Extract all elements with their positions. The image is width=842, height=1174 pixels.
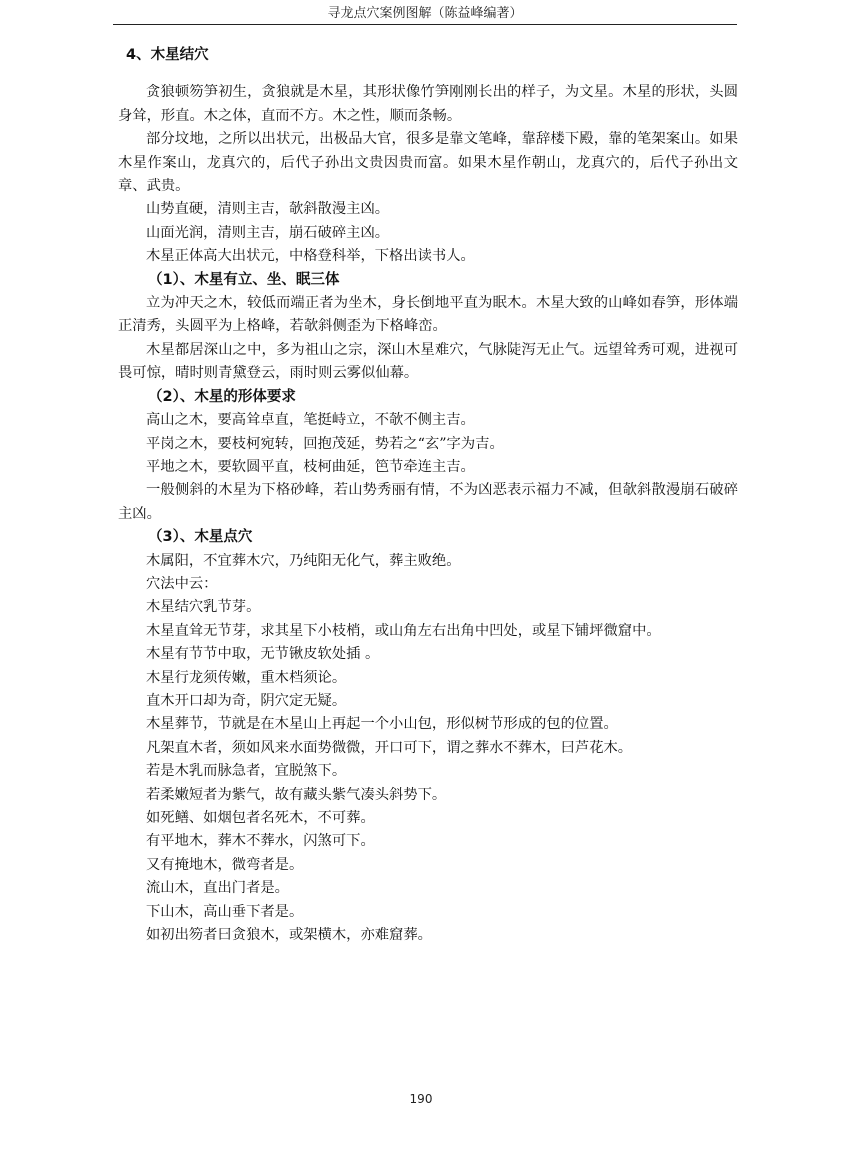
paragraph: 凡架直木者，须如风来水面势微微，开口可下，谓之葬水不葬木，曰芦花木。: [146, 739, 633, 756]
paragraph: 流山木，直出门者是。: [146, 880, 289, 897]
paragraph: 木属阳，不宜葬木穴，乃纯阳无化气，葬主败绝。: [146, 552, 461, 569]
paragraph: 平岗之木，要枝柯宛转，回抱茂延，势若之“玄”字为吉。: [146, 435, 504, 452]
paragraph: 有平地木，葬木不葬水，闪煞可下。: [146, 833, 375, 850]
section-title: 4、木星结穴: [126, 47, 209, 63]
subsection-title-3: （3）、木星点穴: [148, 529, 253, 546]
subsection-title-2: （2）、木星的形体要求: [148, 388, 296, 405]
paragraph: 木星行龙须传嫩，重木档须论。: [146, 669, 347, 686]
page-number: 190: [409, 1092, 433, 1106]
paragraph: 平地之木，要软圆平直，枝柯曲延，笆节牵连主吉。: [146, 458, 475, 475]
paragraph: 木星结穴乳节芽。: [146, 599, 261, 616]
paragraph: 若柔嫩短者为紫气，故有藏头紫气凑头斜势下。: [146, 786, 447, 803]
paragraph: 直木开口却为奇，阴穴定无疑。: [146, 692, 347, 709]
paragraph: 木星正体高大出状元，中格登科举，下格出读书人。: [146, 248, 475, 265]
paragraph: 部分坟地，之所以出状元，出极品大官，很多是靠文笔峰，靠辞楼下殿，靠的笔架案山。如果木星作案山，龙真穴的，后代子孙出文贵因贵而富。如果木星作朝山，龙真穴的，后代子孙出文章、武贵。: [118, 131, 738, 195]
document-body: [118, 44, 738, 947]
subsection-title-1: （1）、木星有立、坐、眠三体: [148, 271, 340, 288]
paragraph: 木星葬节，节就是在木星山上再起一个小山包，形似树节形成的包的位置。: [146, 716, 618, 733]
paragraph: 如死鳝、如烟包者名死木，不可葬。: [146, 810, 375, 826]
paragraph: 如初出笏者曰贪狼木，或架横木，亦难窟葬。: [146, 927, 432, 944]
paragraph: 木星有节节中取，无节锹皮软处插 。: [146, 646, 380, 663]
paragraph: 穴法中云：: [146, 575, 218, 592]
paragraph: 贪狼顿笏笋初生，贪狼就是木星，其形状像竹笋刚刚长出的样子，为文星。木星的形状，头圆身耸，形直。木之体，直而不方。木之性，顺而条畅。: [118, 84, 738, 124]
paragraph: 木星直耸无节芽，求其星下小枝梢，或山角左右出角中凹处，或星下铺坪微窟中。: [146, 622, 661, 639]
paragraph: 又有掩地木，微弯者是。: [146, 856, 304, 873]
paragraph: 若是木乳而脉急者，宜脱煞下。: [146, 763, 347, 780]
paragraph: 山势直硬，清则主吉，欹斜散漫主凶。: [146, 201, 390, 218]
paragraph: 木星都居深山之中，多为祖山之宗，深山木星难穴，气脉陡泻无止气。远望耸秀可观，进视可畏可惊，晴时则青黛登云，雨时则云雾似仙幕。: [118, 341, 738, 382]
page-header: 寻龙点穴案例图解（陈益峰编著）: [113, 4, 737, 25]
paragraph: 山面光润，清则主吉，崩石破碎主凶。: [146, 224, 390, 241]
paragraph: 立为冲天之木，较低而端正者为坐木，身长倒地平直为眠木。木星大致的山峰如春笋，形体端正清秀，头圆平为上格峰，若欹斜侧歪为下格峰峦。: [118, 295, 738, 335]
paragraph: 一般侧斜的木星为下格砂峰，若山势秀丽有情，不为凶恶表示福力不减，但欹斜散漫崩石破碎主凶。: [118, 482, 738, 522]
paragraph: 下山木，高山垂下者是。: [146, 903, 304, 920]
paragraph: 高山之木，要高耸卓直，笔挺峙立，不欹不侧主吉。: [146, 412, 475, 429]
